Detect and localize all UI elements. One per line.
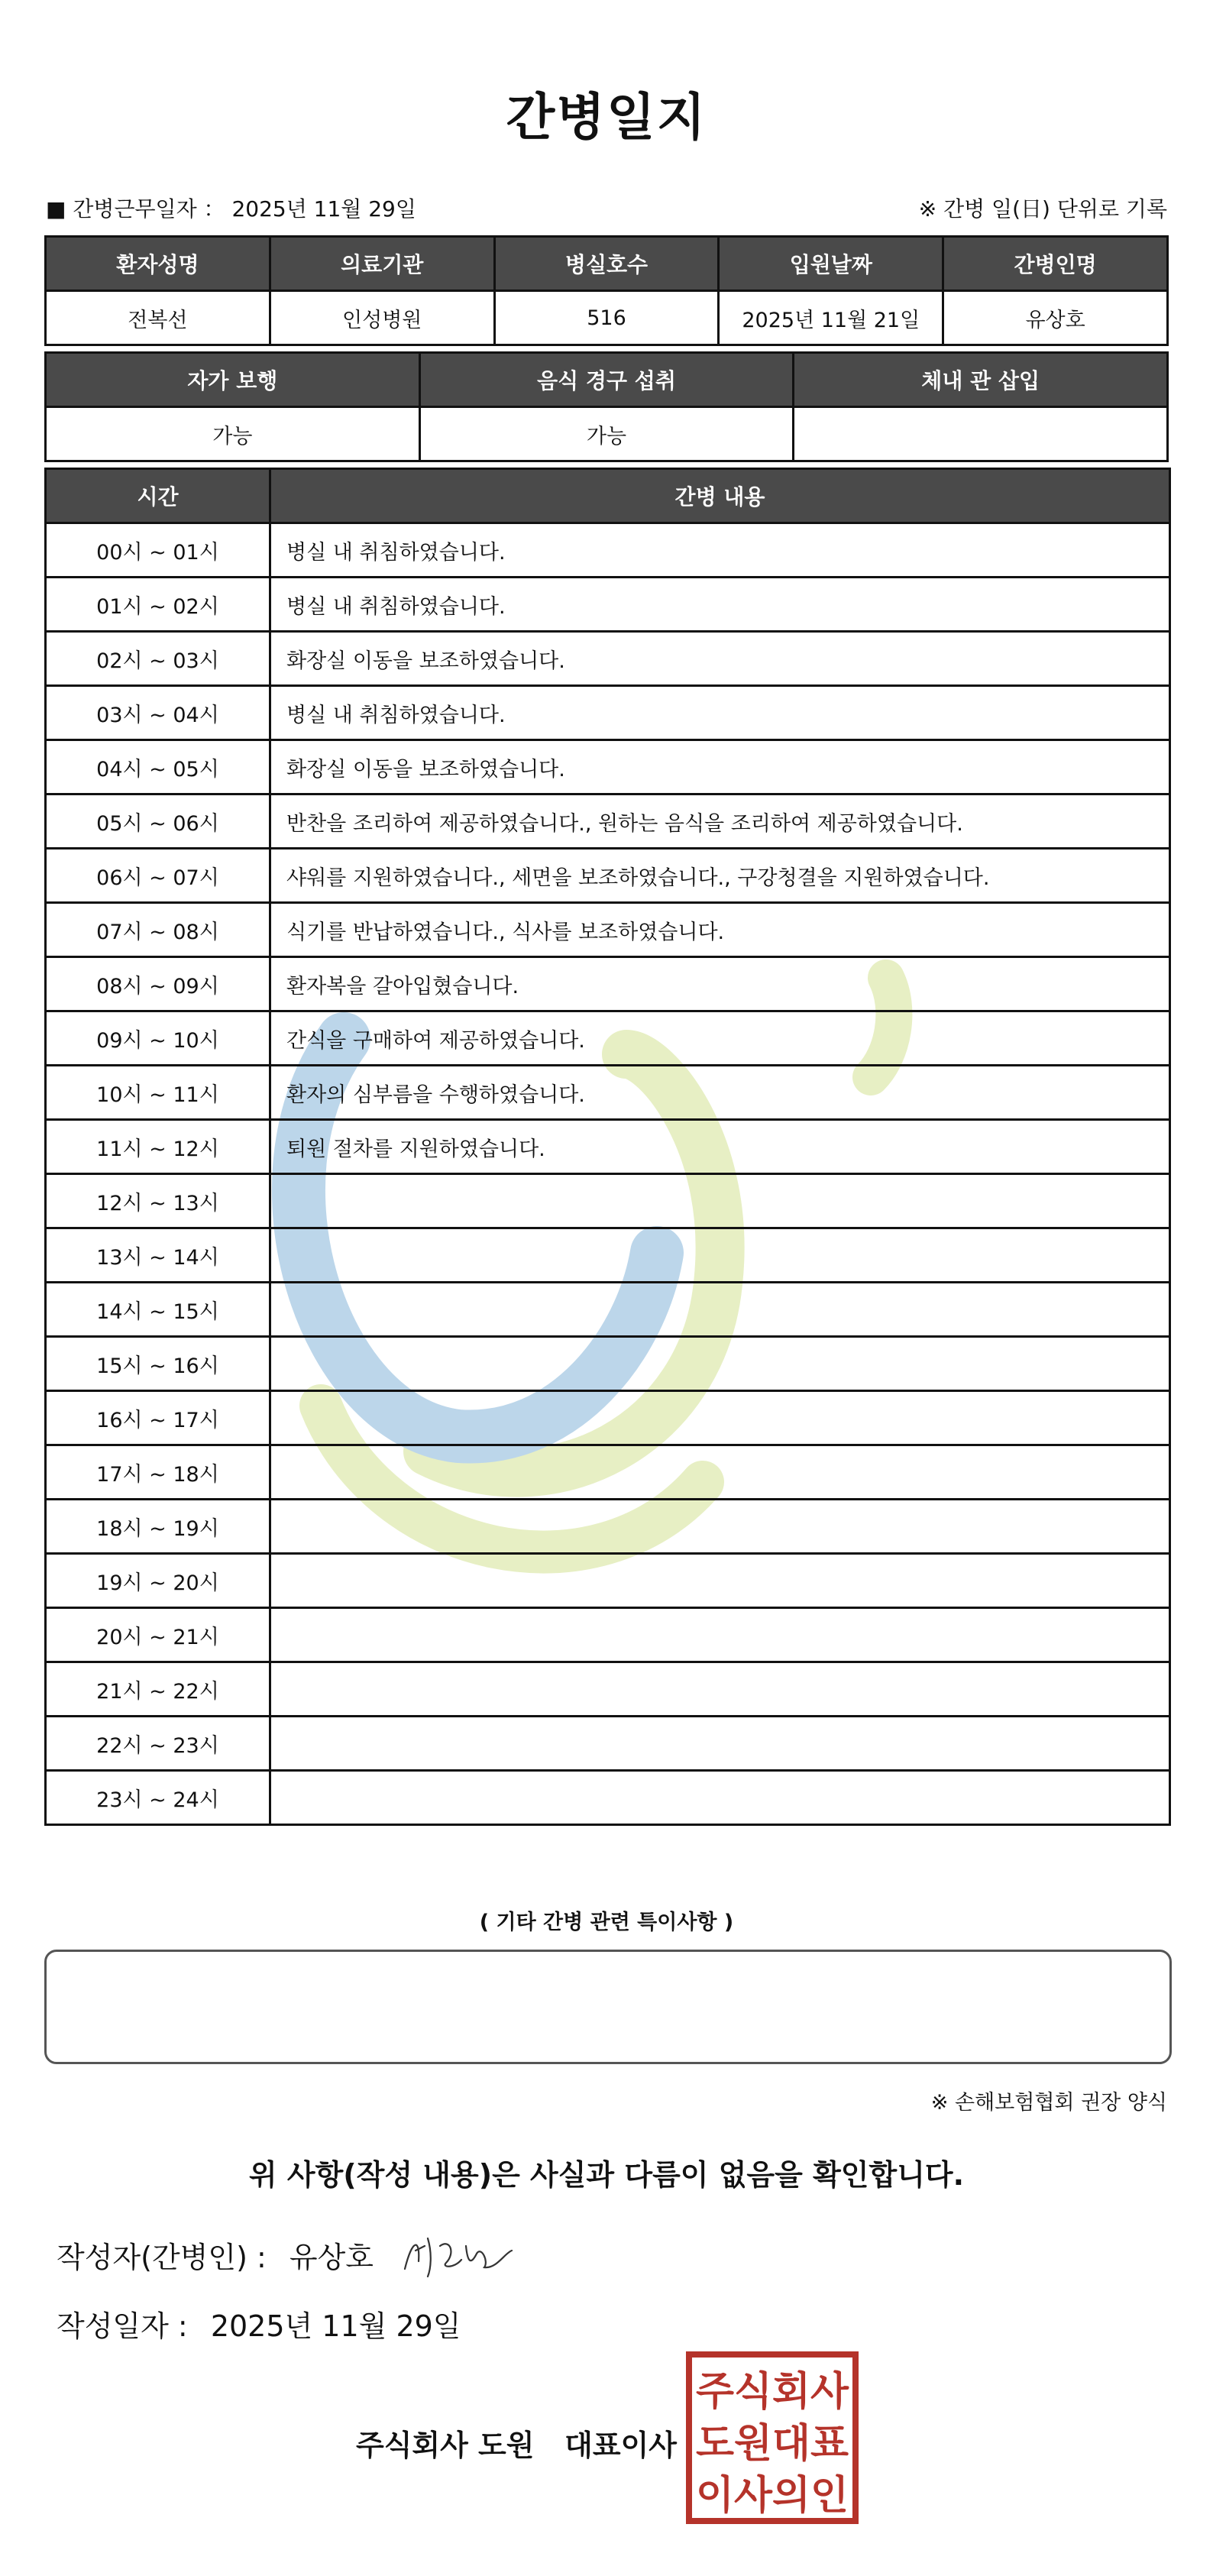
date-label: 작성일자 : — [57, 2309, 188, 2343]
log-care-content — [270, 1445, 1170, 1500]
log-time: 23시 ~ 24시 — [46, 1771, 270, 1825]
info-header-row — [46, 237, 1168, 291]
log-time: 02시 ~ 03시 — [46, 632, 270, 686]
log-time: 17시 ~ 18시 — [46, 1445, 270, 1500]
log-care-content: 반찬을 조리하여 제공하였습니다., 원하는 음식을 조리하여 제공하였습니다. — [270, 794, 1170, 849]
recommend-note: ※ 손해보험협회 권장 양식 — [930, 2091, 1167, 2115]
confirmation-statement: 위 사항(작성 내용)은 사실과 다름이 없음을 확인합니다. — [248, 2158, 965, 2192]
log-row — [46, 1283, 1170, 1337]
log-care-content: 환자의 심부름을 수행하였습니다. — [270, 1066, 1170, 1120]
header-room-number: 병실호수 — [494, 237, 719, 291]
hospital: 인성병원 — [270, 291, 494, 345]
log-time: 13시 ~ 14시 — [46, 1228, 270, 1283]
log-row — [46, 903, 1170, 957]
tube-insertion-status — [794, 407, 1168, 461]
seal-text-line-2: 도원대표 — [696, 2421, 849, 2467]
room-number: 516 — [494, 291, 719, 345]
log-row — [46, 686, 1170, 740]
admission-date: 2025년 11월 21일 — [719, 291, 943, 345]
log-time: 16시 ~ 17시 — [46, 1391, 270, 1445]
log-care-content: 간식을 구매하여 제공하였습니다. — [270, 1011, 1170, 1066]
log-time: 04시 ~ 05시 — [46, 740, 270, 794]
caregiver-name: 유상호 — [943, 291, 1168, 345]
log-time: 19시 ~ 20시 — [46, 1554, 270, 1608]
log-time: 06시 ~ 07시 — [46, 849, 270, 903]
log-time: 03시 ~ 04시 — [46, 686, 270, 740]
log-time: 01시 ~ 02시 — [46, 578, 270, 632]
info-value-row — [46, 291, 1168, 345]
log-care-content: 식기를 반납하였습니다., 식사를 보조하였습니다. — [270, 903, 1170, 957]
log-time: 07시 ~ 08시 — [46, 903, 270, 957]
log-row — [46, 1500, 1170, 1554]
work-date-value: 2025년 11월 29일 — [231, 196, 416, 222]
header-oral-intake: 음식 경구 섭취 — [419, 353, 794, 407]
log-row — [46, 1120, 1170, 1174]
writer-name: 유상호 — [289, 2241, 374, 2274]
log-time: 21시 ~ 22시 — [46, 1662, 270, 1717]
company-seal — [686, 2351, 859, 2524]
notes-box — [44, 1950, 1172, 2064]
handwritten-signature — [397, 2223, 519, 2284]
log-row — [46, 1066, 1170, 1120]
header-care-content: 간병 내용 — [270, 469, 1170, 523]
header-caregiver-name: 간병인명 — [943, 237, 1168, 291]
log-time: 11시 ~ 12시 — [46, 1120, 270, 1174]
work-date-label: ■ 간병근무일자 ： — [46, 196, 225, 222]
log-time: 20시 ~ 21시 — [46, 1608, 270, 1662]
log-row — [46, 578, 1170, 632]
log-header-row — [46, 469, 1170, 523]
hourly-care-log-table — [44, 468, 1171, 1826]
log-care-content: 병실 내 취침하였습니다. — [270, 686, 1170, 740]
log-care-content — [270, 1662, 1170, 1717]
care-header-row — [46, 353, 1168, 407]
header-time: 시간 — [46, 469, 270, 523]
patient-info-table — [44, 235, 1169, 346]
header-walking: 자가 보행 — [46, 353, 420, 407]
work-date-line — [46, 193, 416, 223]
date-value: 2025년 11월 29일 — [210, 2309, 461, 2343]
log-time: 15시 ~ 16시 — [46, 1337, 270, 1391]
log-care-content: 화장실 이동을 보조하였습니다. — [270, 740, 1170, 794]
log-row — [46, 1174, 1170, 1228]
page-title: 간병일지 — [506, 88, 707, 147]
log-row — [46, 1337, 1170, 1391]
log-care-content: 퇴원 절차를 지원하였습니다. — [270, 1120, 1170, 1174]
care-status-table — [44, 351, 1169, 462]
oral-intake-status: 가능 — [419, 407, 794, 461]
date-line — [57, 2303, 461, 2345]
writer-line — [57, 2234, 374, 2276]
log-row — [46, 523, 1170, 578]
log-body — [46, 523, 1170, 1825]
log-row — [46, 1662, 1170, 1717]
log-row — [46, 740, 1170, 794]
log-time: 05시 ~ 06시 — [46, 794, 270, 849]
unit-note: ※ 간병 일(日) 단위로 기록 — [918, 196, 1167, 222]
log-row — [46, 1391, 1170, 1445]
log-row — [46, 1717, 1170, 1771]
log-row — [46, 1554, 1170, 1608]
log-care-content — [270, 1608, 1170, 1662]
patient-name: 전복선 — [46, 291, 270, 345]
log-time: 10시 ~ 11시 — [46, 1066, 270, 1120]
log-time: 18시 ~ 19시 — [46, 1500, 270, 1554]
log-care-content — [270, 1337, 1170, 1391]
log-care-content — [270, 1283, 1170, 1337]
log-care-content — [270, 1228, 1170, 1283]
log-row — [46, 1228, 1170, 1283]
notes-title: ( 기타 간병 관련 특이사항 ) — [479, 1911, 734, 1934]
log-row — [46, 794, 1170, 849]
log-care-content: 병실 내 취침하였습니다. — [270, 578, 1170, 632]
walking-status: 가능 — [46, 407, 420, 461]
company-name: 주식회사 도원 대표이사 — [356, 2429, 677, 2462]
log-care-content — [270, 1717, 1170, 1771]
log-care-content — [270, 1771, 1170, 1825]
log-row — [46, 632, 1170, 686]
log-time: 22시 ~ 23시 — [46, 1717, 270, 1771]
header-admission-date: 입원날짜 — [719, 237, 943, 291]
log-row — [46, 1011, 1170, 1066]
log-care-content: 화장실 이동을 보조하였습니다. — [270, 632, 1170, 686]
log-time: 12시 ~ 13시 — [46, 1174, 270, 1228]
log-time: 14시 ~ 15시 — [46, 1283, 270, 1337]
care-value-row — [46, 407, 1168, 461]
header-patient-name: 환자성명 — [46, 237, 270, 291]
log-time: 00시 ~ 01시 — [46, 523, 270, 578]
log-care-content — [270, 1391, 1170, 1445]
log-care-content — [270, 1500, 1170, 1554]
log-care-content: 샤워를 지원하였습니다., 세면을 보조하였습니다., 구강청결을 지원하였습니다. — [270, 849, 1170, 903]
seal-text-line-1: 주식회사 — [696, 2369, 849, 2415]
log-care-content — [270, 1554, 1170, 1608]
header-tube-insertion: 체내 관 삽입 — [794, 353, 1168, 407]
seal-text-line-3: 이사의인 — [696, 2473, 849, 2519]
log-time: 08시 ~ 09시 — [46, 957, 270, 1011]
log-row — [46, 1771, 1170, 1825]
log-care-content: 환자복을 갈아입혔습니다. — [270, 957, 1170, 1011]
writer-label: 작성자(간병인) : — [57, 2241, 267, 2274]
log-care-content — [270, 1174, 1170, 1228]
log-care-content: 병실 내 취침하였습니다. — [270, 523, 1170, 578]
log-row — [46, 957, 1170, 1011]
log-row — [46, 1445, 1170, 1500]
log-row — [46, 1608, 1170, 1662]
log-time: 09시 ~ 10시 — [46, 1011, 270, 1066]
header-hospital: 의료기관 — [270, 237, 494, 291]
log-row — [46, 849, 1170, 903]
